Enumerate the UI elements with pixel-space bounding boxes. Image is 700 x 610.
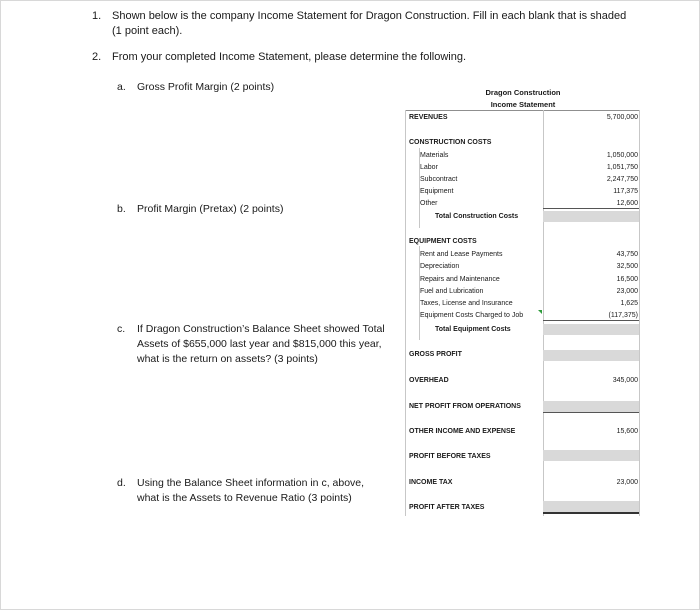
subquestion-text: If Dragon Construction’s Balance Sheet showed Total Assets of $655,000 last year and $815,000 this year, what is the return on assets? (3 points) xyxy=(137,323,385,365)
subquestion-letter: a. xyxy=(117,81,126,93)
equipment-item-label: Repairs and Maintenance xyxy=(420,276,500,283)
subquestion-text: Using the Balance Sheet information in c, above, what is the Assets to Revenue Ratio (3 points) xyxy=(137,477,365,504)
equipment-item-label: Taxes, License and Insurance xyxy=(420,300,513,307)
net-profit-from-operations-cell[interactable] xyxy=(543,401,639,412)
subquestion-text: Gross Profit Margin (2 points) xyxy=(137,81,275,93)
total-construction-costs-cell[interactable] xyxy=(543,211,639,222)
construction-item-value: 1,050,000 xyxy=(606,152,638,159)
overhead-label: OVERHEAD xyxy=(409,377,449,384)
profit-after-taxes-label: PROFIT AFTER TAXES xyxy=(409,504,485,511)
gross-profit-label: GROSS PROFIT xyxy=(409,351,462,358)
subquestion-letter: b. xyxy=(117,203,126,215)
equipment-item-value: (117,375) xyxy=(608,312,638,319)
equipment-costs-heading: EQUIPMENT COSTS xyxy=(409,238,477,245)
construction-item-value: 2,247,750 xyxy=(606,176,638,183)
double-underline xyxy=(543,512,639,514)
equipment-item-label: Equipment Costs Charged to Job xyxy=(420,312,524,319)
construction-item-value: 1,051,750 xyxy=(606,164,638,171)
statement-title: Income Statement xyxy=(490,100,556,109)
overhead-value: 345,000 xyxy=(612,377,638,384)
row-underline xyxy=(543,412,639,413)
statement-left-border xyxy=(405,110,406,516)
equipment-item-label: Fuel and Lubrication xyxy=(420,288,484,295)
question-number: 1. xyxy=(92,10,102,22)
statement-right-border xyxy=(639,110,640,516)
construction-item-value: 117,375 xyxy=(613,188,638,195)
income-tax-label: INCOME TAX xyxy=(409,479,453,486)
construction-item-label: Labor xyxy=(420,164,438,171)
equipment-item-value: 23,000 xyxy=(616,288,638,295)
gross-profit-cell[interactable] xyxy=(543,350,639,361)
revenues-label: REVENUES xyxy=(409,114,448,121)
other-income-expense-value: 15,600 xyxy=(616,428,638,435)
construction-item-label: Equipment xyxy=(420,188,454,195)
income-tax-value: 23,000 xyxy=(616,479,638,486)
total-equipment-costs-label: Total Equipment Costs xyxy=(435,326,511,333)
question-text: Shown below is the company Income Statement for Dragon Construction. Fill in each blank that is shaded (1 point each). xyxy=(112,10,627,37)
other-income-expense-label: OTHER INCOME AND EXPENSE xyxy=(409,428,516,435)
total-construction-costs-label: Total Construction Costs xyxy=(435,213,519,220)
construction-item-value: 12,600 xyxy=(616,200,638,207)
comment-indicator-icon xyxy=(538,310,542,314)
profit-before-taxes-cell[interactable] xyxy=(543,450,639,461)
statement-top-border xyxy=(405,110,640,111)
profit-after-taxes-cell[interactable] xyxy=(543,501,639,512)
revenues-value: 5,700,000 xyxy=(606,114,638,121)
construction-costs-heading: CONSTRUCTION COSTS xyxy=(409,139,492,146)
equipment-item-value: 32,500 xyxy=(616,263,638,270)
equipment-item-value: 1,625 xyxy=(620,300,638,307)
profit-before-taxes-label: PROFIT BEFORE TAXES xyxy=(409,453,491,460)
question-number: 2. xyxy=(92,51,102,63)
equipment-item-value: 16,500 xyxy=(616,276,638,283)
construction-item-label: Other xyxy=(420,200,438,207)
equipment-item-label: Depreciation xyxy=(420,263,460,270)
construction-item-label: Subcontract xyxy=(420,176,458,183)
subquestion-letter: d. xyxy=(117,477,126,489)
construction-item-label: Materials xyxy=(420,152,449,159)
equipment-item-label: Rent and Lease Payments xyxy=(420,251,503,258)
net-profit-from-operations-label: NET PROFIT FROM OPERATIONS xyxy=(409,403,521,410)
total-equipment-costs-cell[interactable] xyxy=(543,324,639,335)
statement-company-name: Dragon Construction xyxy=(485,88,561,97)
question-text: From your completed Income Statement, please determine the following. xyxy=(112,51,467,63)
equipment-item-value: 43,750 xyxy=(616,251,638,258)
subquestion-letter: c. xyxy=(117,323,126,335)
subquestion-text: Profit Margin (Pretax) (2 points) xyxy=(137,203,284,215)
